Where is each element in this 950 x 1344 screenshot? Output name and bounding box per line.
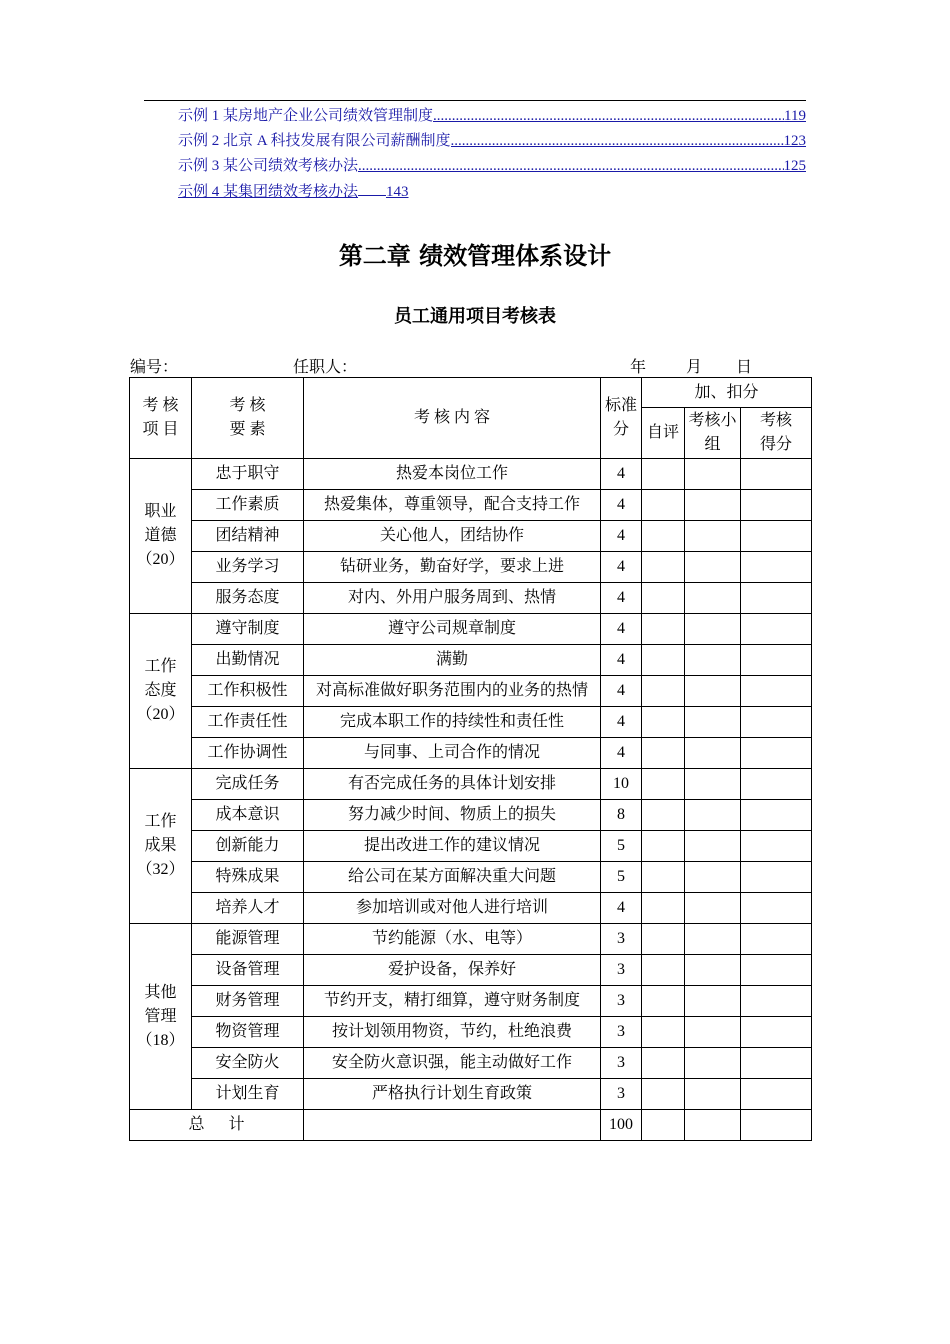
group-eval-cell[interactable] <box>685 893 741 924</box>
category-name-line: 道德 <box>144 527 177 544</box>
group-eval-cell[interactable] <box>685 645 741 676</box>
final-score-cell[interactable] <box>741 955 812 986</box>
standard-score-cell: 4 <box>601 645 642 676</box>
element-cell: 物资管理 <box>192 1017 304 1048</box>
final-score-cell[interactable] <box>741 769 812 800</box>
table-row <box>130 676 812 707</box>
content-cell: 对高标准做好职务范围内的业务的热情 <box>304 676 601 707</box>
group-eval-cell[interactable] <box>685 1079 741 1110</box>
element-cell: 设备管理 <box>192 955 304 986</box>
table-row <box>130 924 812 955</box>
table-of-contents <box>178 104 806 204</box>
standard-score-cell: 8 <box>601 800 642 831</box>
final-score-cell[interactable] <box>741 645 812 676</box>
toc-entry-text: 示例 2 北京 A 科技发展有限公司薪酬制度 <box>178 133 451 149</box>
header-group-line2: 组 <box>704 436 721 453</box>
final-score-cell[interactable] <box>741 676 812 707</box>
header-content-cell: 考 核 内 容 <box>304 378 601 459</box>
element-cell: 成本意识 <box>192 800 304 831</box>
self-eval-cell[interactable] <box>642 924 685 955</box>
self-eval-cell[interactable] <box>642 831 685 862</box>
final-score-cell[interactable] <box>741 831 812 862</box>
standard-score-cell: 4 <box>601 459 642 490</box>
self-eval-cell[interactable] <box>642 738 685 769</box>
self-eval-cell[interactable] <box>642 552 685 583</box>
element-cell: 团结精神 <box>192 521 304 552</box>
standard-score-cell: 5 <box>601 862 642 893</box>
self-eval-cell[interactable] <box>642 800 685 831</box>
final-score-cell[interactable] <box>741 490 812 521</box>
standard-score-cell: 4 <box>601 521 642 552</box>
group-eval-cell[interactable] <box>685 955 741 986</box>
standard-score-cell: 4 <box>601 583 642 614</box>
self-eval-cell[interactable] <box>642 645 685 676</box>
group-eval-cell[interactable] <box>685 552 741 583</box>
final-score-cell[interactable] <box>741 583 812 614</box>
final-score-cell[interactable] <box>741 707 812 738</box>
element-cell: 遵守制度 <box>192 614 304 645</box>
content-cell: 有否完成任务的具体计划安排 <box>304 769 601 800</box>
group-eval-cell[interactable] <box>685 583 741 614</box>
toc-underline-gap <box>358 179 386 196</box>
toc-dot-leader <box>451 129 784 154</box>
content-cell: 给公司在某方面解决重大问题 <box>304 862 601 893</box>
content-cell: 遵守公司规章制度 <box>304 614 601 645</box>
content-cell: 完成本职工作的持续性和责任性 <box>304 707 601 738</box>
total-self-cell[interactable] <box>642 1110 685 1141</box>
category-name-line: （18） <box>136 1031 185 1049</box>
category-name-line: （20） <box>136 551 185 568</box>
toc-entry-text: 示例 3 某公司绩效考核办法 <box>178 158 359 174</box>
category-name-line: 工作 <box>144 658 177 675</box>
element-cell: 业务学习 <box>192 552 304 583</box>
table-row <box>130 490 812 521</box>
self-eval-cell[interactable] <box>642 614 685 645</box>
toc-entry-text: 示例 1 某房地产企业公司绩效管理制度 <box>178 108 434 124</box>
element-cell: 工作素质 <box>192 490 304 521</box>
element-cell: 安全防火 <box>192 1048 304 1079</box>
final-score-cell[interactable] <box>741 459 812 490</box>
content-cell: 努力减少时间、物质上的损失 <box>304 800 601 831</box>
standard-score-cell: 3 <box>601 955 642 986</box>
element-cell: 创新能力 <box>192 831 304 862</box>
standard-score-cell: 4 <box>601 707 642 738</box>
group-eval-cell[interactable] <box>685 521 741 552</box>
group-eval-cell[interactable] <box>685 490 741 521</box>
table-row <box>130 955 812 986</box>
standard-score-cell: 4 <box>601 738 642 769</box>
final-score-cell[interactable] <box>741 893 812 924</box>
element-cell: 服务态度 <box>192 583 304 614</box>
category-cell <box>130 614 192 769</box>
toc-entry-page: 125 <box>783 158 806 174</box>
element-cell: 完成任务 <box>192 769 304 800</box>
content-cell: 提出改进工作的建议情况 <box>304 831 601 862</box>
standard-score-cell: 4 <box>601 552 642 583</box>
self-eval-cell[interactable] <box>642 986 685 1017</box>
month-label: 月 <box>686 359 703 376</box>
toc-dot-leader <box>433 104 784 129</box>
final-score-cell[interactable] <box>741 800 812 831</box>
category-name-line: 管理 <box>144 1007 177 1025</box>
category-name-line: 工作 <box>144 813 177 830</box>
category-name-line: 态度 <box>144 682 177 699</box>
total-label-cell: 总 计 <box>130 1110 304 1141</box>
id-label: 编号： <box>130 359 179 376</box>
self-eval-cell[interactable] <box>642 1079 685 1110</box>
header-item-line2: 项 目 <box>142 421 179 438</box>
final-score-cell[interactable] <box>741 521 812 552</box>
header-score-line1: 考核 <box>759 412 792 429</box>
table-row <box>130 583 812 614</box>
content-cell: 爱护设备，保养好 <box>304 955 601 986</box>
toc-entry-page: 143 <box>386 184 409 200</box>
header-self-cell: 自评 <box>642 408 685 459</box>
toc-entry-1[interactable] <box>178 104 806 129</box>
self-eval-cell[interactable] <box>642 862 685 893</box>
toc-dot-leader <box>358 154 783 179</box>
total-row <box>130 1110 812 1141</box>
header-standard-line1: 标准 <box>604 397 637 414</box>
table-title: 员工通用项目考核表 <box>394 306 556 327</box>
standard-score-cell: 3 <box>601 924 642 955</box>
table-row <box>130 893 812 924</box>
content-cell: 关心他人，团结协作 <box>304 521 601 552</box>
table-row <box>130 986 812 1017</box>
content-cell: 与同事、上司合作的情况 <box>304 738 601 769</box>
toc-entry-page: 123 <box>783 133 806 149</box>
final-score-cell[interactable] <box>741 552 812 583</box>
group-eval-cell[interactable] <box>685 707 741 738</box>
group-eval-cell[interactable] <box>685 986 741 1017</box>
self-eval-cell[interactable] <box>642 1017 685 1048</box>
header-rule <box>144 100 806 101</box>
group-eval-cell[interactable] <box>685 1048 741 1079</box>
header-standard-line2: 分 <box>612 421 629 438</box>
total-content-cell <box>304 1110 601 1141</box>
table-row <box>130 614 812 645</box>
content-cell: 参加培训或对他人进行培训 <box>304 893 601 924</box>
table-row <box>130 769 812 800</box>
date-labels <box>630 354 752 377</box>
element-cell: 出勤情况 <box>192 645 304 676</box>
self-eval-cell[interactable] <box>642 893 685 924</box>
total-standard-cell: 100 <box>601 1110 642 1141</box>
final-score-cell[interactable] <box>741 1079 812 1110</box>
category-cell <box>130 924 192 1110</box>
content-cell: 热爱本岗位工作 <box>304 459 601 490</box>
standard-score-cell: 4 <box>601 614 642 645</box>
category-name-line: （20） <box>136 706 185 723</box>
self-eval-cell[interactable] <box>642 769 685 800</box>
final-score-cell[interactable] <box>741 614 812 645</box>
category-cell <box>130 459 192 614</box>
final-score-cell[interactable] <box>741 862 812 893</box>
category-name-line: 成果 <box>144 837 177 854</box>
final-score-cell[interactable] <box>741 986 812 1017</box>
toc-entry-2[interactable] <box>178 129 806 154</box>
element-cell: 特殊成果 <box>192 862 304 893</box>
table-row <box>130 831 812 862</box>
group-eval-cell[interactable] <box>685 614 741 645</box>
header-element-line2: 要 素 <box>229 421 266 438</box>
header-standard-cell <box>601 378 642 459</box>
self-eval-cell[interactable] <box>642 955 685 986</box>
toc-entry-3[interactable] <box>178 154 806 179</box>
final-score-cell[interactable] <box>741 1017 812 1048</box>
header-item-line1: 考 核 <box>142 397 179 414</box>
standard-score-cell: 3 <box>601 1048 642 1079</box>
content-cell: 对内、外用户服务周到、热情 <box>304 583 601 614</box>
final-score-cell[interactable] <box>741 1048 812 1079</box>
group-eval-cell[interactable] <box>685 1017 741 1048</box>
self-eval-cell[interactable] <box>642 583 685 614</box>
category-name-line: 其他 <box>144 983 177 1001</box>
content-cell: 节约能源（水、电等） <box>304 924 601 955</box>
header-adjust-cell: 加、扣分 <box>642 378 812 408</box>
self-eval-cell[interactable] <box>642 490 685 521</box>
content-cell: 热爱集体，尊重领导，配合支持工作 <box>304 490 601 521</box>
element-cell: 工作积极性 <box>192 676 304 707</box>
table-row <box>130 521 812 552</box>
category-name-line: （32） <box>136 861 185 878</box>
element-cell: 能源管理 <box>192 924 304 955</box>
group-eval-cell[interactable] <box>685 769 741 800</box>
table-row <box>130 707 812 738</box>
assessment-table <box>129 377 812 1141</box>
toc-entry-4[interactable] <box>178 179 806 204</box>
standard-score-cell: 4 <box>601 893 642 924</box>
year-label: 年 <box>630 359 647 376</box>
standard-score-cell: 3 <box>601 1017 642 1048</box>
table-row <box>130 862 812 893</box>
self-eval-cell[interactable] <box>642 1048 685 1079</box>
category-cell <box>130 769 192 924</box>
header-group-line1: 考核小 <box>688 412 737 429</box>
final-score-cell[interactable] <box>741 738 812 769</box>
group-eval-cell[interactable] <box>685 862 741 893</box>
table-row <box>130 1048 812 1079</box>
header-score-cell <box>741 408 812 459</box>
total-group-cell[interactable] <box>685 1110 741 1141</box>
content-cell: 节约开支，精打细算，遵守财务制度 <box>304 986 601 1017</box>
total-score-cell[interactable] <box>741 1110 812 1141</box>
group-eval-cell[interactable] <box>685 924 741 955</box>
standard-score-cell: 5 <box>601 831 642 862</box>
header-score-line2: 得分 <box>759 436 792 453</box>
header-element-cell <box>192 378 304 459</box>
person-label: 任职人： <box>293 359 358 376</box>
element-cell: 忠于职守 <box>192 459 304 490</box>
toc-entry-page: 119 <box>784 108 806 124</box>
table-row <box>130 738 812 769</box>
standard-score-cell: 3 <box>601 1079 642 1110</box>
element-cell: 财务管理 <box>192 986 304 1017</box>
header-element-line1: 考 核 <box>229 397 266 414</box>
standard-score-cell: 4 <box>601 490 642 521</box>
header-item-cell <box>130 378 192 459</box>
table-row <box>130 552 812 583</box>
self-eval-cell[interactable] <box>642 676 685 707</box>
element-cell: 培养人才 <box>192 893 304 924</box>
content-cell: 按计划领用物资，节约，杜绝浪费 <box>304 1017 601 1048</box>
self-eval-cell[interactable] <box>642 521 685 552</box>
group-eval-cell[interactable] <box>685 800 741 831</box>
day-label: 日 <box>736 359 753 376</box>
element-cell: 计划生育 <box>192 1079 304 1110</box>
header-group-cell <box>685 408 741 459</box>
standard-score-cell: 3 <box>601 986 642 1017</box>
group-eval-cell[interactable] <box>685 676 741 707</box>
category-name-line: 职业 <box>144 503 177 520</box>
self-eval-cell[interactable] <box>642 707 685 738</box>
table-row <box>130 800 812 831</box>
standard-score-cell: 10 <box>601 769 642 800</box>
element-cell: 工作责任性 <box>192 707 304 738</box>
table-row <box>130 1079 812 1110</box>
content-cell: 严格执行计划生育政策 <box>304 1079 601 1110</box>
content-cell: 钻研业务，勤奋好学，要求上进 <box>304 552 601 583</box>
final-score-cell[interactable] <box>741 924 812 955</box>
content-cell: 安全防火意识强，能主动做好工作 <box>304 1048 601 1079</box>
standard-score-cell: 4 <box>601 676 642 707</box>
element-cell: 工作协调性 <box>192 738 304 769</box>
group-eval-cell[interactable] <box>685 831 741 862</box>
group-eval-cell[interactable] <box>685 738 741 769</box>
toc-entry-text: 示例 4 某集团绩效考核办法 <box>178 184 359 200</box>
chapter-title: 第二章 绩效管理体系设计 <box>338 242 612 270</box>
group-eval-cell[interactable] <box>685 459 741 490</box>
content-cell: 满勤 <box>304 645 601 676</box>
table-row <box>130 459 812 490</box>
table-row <box>130 1017 812 1048</box>
self-eval-cell[interactable] <box>642 459 685 490</box>
table-row <box>130 645 812 676</box>
